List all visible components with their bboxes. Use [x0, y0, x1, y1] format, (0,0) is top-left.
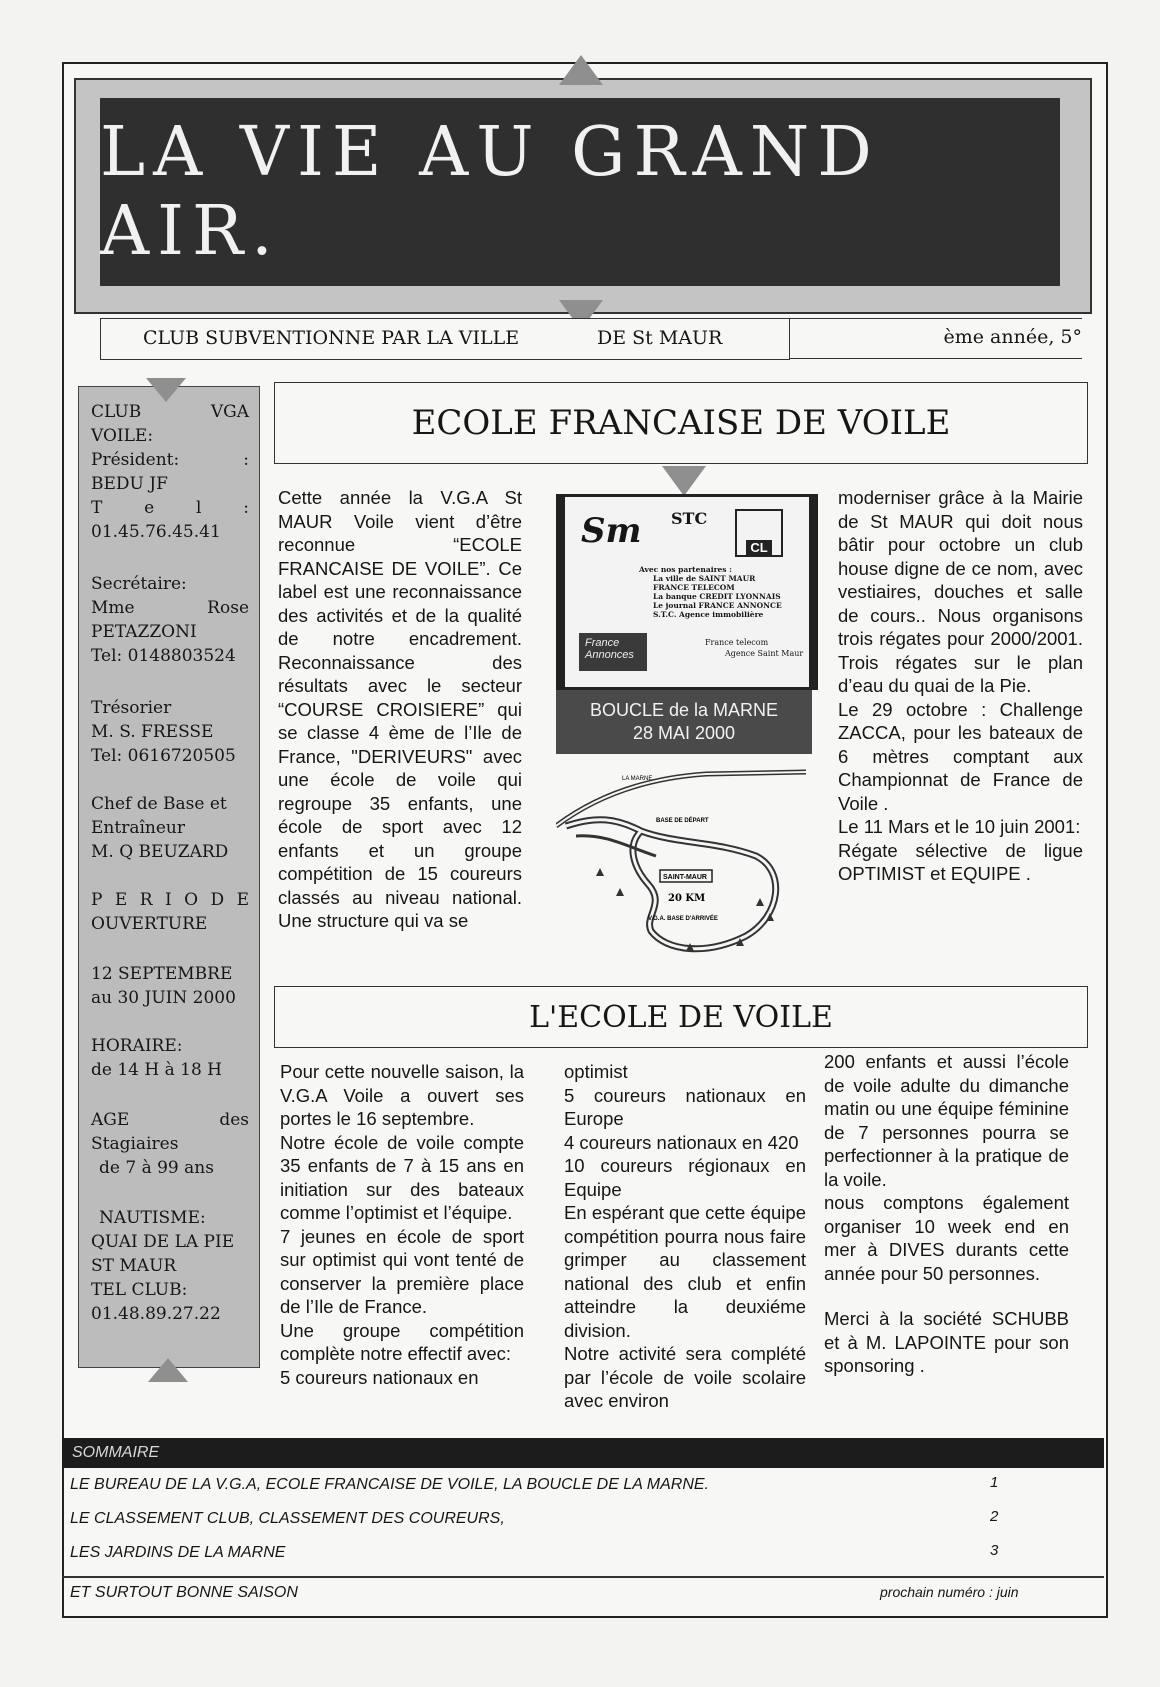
toc-page: 3 [990, 1542, 999, 1559]
article2-paragraph: 7 jeunes en école de sport sur optimist qui vont tenté de conserver la première place de l’Ile de France. [280, 1225, 524, 1317]
tresorier-label: Trésorier [91, 698, 172, 718]
article2-paragraph: nous comptons également organiser 10 week end en mer à DIVES durants cette année pour 50 personnes. [824, 1192, 1069, 1284]
article2-col1 [280, 1060, 524, 1389]
secretaire-name2: PETAZZONI [91, 622, 197, 642]
club-word: CLUB [91, 402, 142, 422]
horaire-label: HORAIRE: [91, 1036, 183, 1056]
poster-edge [559, 497, 565, 687]
article1-paragraph: Cette année la V.G.A St MAUR Voile vient d’être reconnue “ECOLE FRANCAISE DE VOILE”. Ce label est une reconnaissance des activités et de la qualité de notre encadrement. Reconnaissance des résultats avec le secteur “COURSE CROISIERE” qui se classe 4 ème de l’Ile de France, "DERIVEURS" avec une école de voile qui regroupe 35 enfants, une école de sport avec 12 enfants et un groupe compétition de 15 coureurs classés au niveau national. Une structure qui va se [278, 487, 522, 931]
subtitle-box [100, 318, 790, 360]
article1-col1 [278, 486, 522, 933]
cl-logo [735, 509, 783, 557]
stc-logo: STC [671, 509, 708, 528]
article1-title: ECOLE FRANCAISE DE VOILE [274, 382, 1088, 464]
vga-word: VGA [210, 402, 249, 422]
footer-left: ET SURTOUT BONNE SAISON [70, 1584, 298, 1601]
president-name: BEDU JF [91, 474, 168, 494]
triangle-up-icon [559, 55, 603, 85]
article1-col3 [838, 486, 1083, 886]
poster-caption [556, 690, 812, 754]
article2-paragraph: Notre école de voile compte 35 enfants de 7 à 15 ans en initiation sur des bateaux comme l’optimist et l’équipe. [280, 1131, 524, 1223]
partners-block [639, 565, 782, 619]
toc-item: LES JARDINS DE LA MARNE [70, 1544, 286, 1561]
sm-logo: Sm [581, 511, 642, 551]
map-label-marne: LA MARNE [622, 776, 653, 782]
tresorier-name: M. S. FRESSE [91, 722, 214, 742]
map-label-saint-maur: SAINT-MAUR [663, 874, 707, 881]
article2-paragraph: 4 coureurs nationaux en 420 [564, 1131, 799, 1153]
partner-item: S.T.C. Agence immobilière [653, 610, 764, 619]
map-label-arrivee: V.G.A. BASE D'ARRIVÉE [648, 916, 718, 922]
chef-line2: Entraîneur [91, 818, 185, 838]
poster-image [556, 494, 818, 690]
partners-title: Avec nos partenaires : [639, 565, 732, 574]
race-map [556, 756, 812, 962]
poster-edge [809, 497, 815, 687]
triangle-down-icon [662, 466, 706, 496]
periode-line2: OUVERTURE [91, 914, 208, 934]
president-colon: : [243, 450, 249, 470]
age-line3: de 7 à 99 ans [99, 1158, 214, 1178]
divider [790, 358, 1082, 359]
tel-label: T e l : [91, 498, 249, 518]
cl-logo-text: CL [746, 540, 771, 555]
edition-label: ème année, 5° [943, 326, 1082, 348]
nautisme-line1: QUAI DE LA PIE [91, 1232, 235, 1252]
article1-paragraph: moderniser grâce à la Mairie de St MAUR qui doit nous bâtir pour octobre un club house digne de ce nom, avec vestiaires, douches et salle de cours.. Nous organisons trois régates pour 2000/2001. Trois régates sur le plan d’eau du quai de la Pie. [838, 487, 1083, 696]
river-loop [566, 820, 776, 949]
article2-col3 [824, 1050, 1069, 1378]
divider [62, 1576, 1104, 1578]
age-line2: Stagiaires [91, 1134, 179, 1154]
river-branch [576, 836, 656, 856]
des-word: des [219, 1110, 249, 1130]
partner-item: La banque CREDIT LYONNAIS [653, 592, 781, 601]
chef-line1: Chef de Base et [91, 794, 227, 814]
partner-item: FRANCE TELECOM [653, 583, 735, 592]
nautisme-line2: ST MAUR [91, 1256, 177, 1276]
president-row [91, 449, 249, 472]
article1-paragraph: Le 11 Mars et le 10 juin 2001: [838, 816, 1081, 837]
caption-line2: 28 MAI 2000 [632, 723, 736, 743]
article2-paragraph: optimist [564, 1061, 628, 1082]
article2-paragraph: 5 coureurs nationaux en Europe [564, 1084, 806, 1129]
france-annonces-logo: France Annonces [579, 633, 647, 671]
article2-paragraph: Une groupe compétition complète notre effectif avec: [280, 1319, 524, 1364]
subtitle-left: CLUB SUBVENTIONNE PAR LA VILLE [143, 327, 520, 349]
partner-item: Le journal FRANCE ANNONCE [653, 601, 782, 610]
article2-col2 [564, 1060, 806, 1413]
article2-paragraph: En espérant que cette équipe compétition pourra nous faire grimper au classement national des club et enfin atteindre la deuxiéme division. [564, 1202, 806, 1341]
article2-paragraph: 10 coureurs régionaux en Equipe [564, 1155, 806, 1200]
map-label-depart: BASE DE DÉPART [656, 818, 709, 824]
president-tel: 01.45.76.45.41 [91, 522, 221, 542]
divider [790, 318, 1082, 319]
toc-item: LE CLASSEMENT CLUB, CLASSEMENT DES COUREURS, [70, 1510, 505, 1527]
article2-paragraph: Pour cette nouvelle saison, la V.G.A Voile a ouvert ses portes le 16 septembre. [280, 1061, 524, 1129]
article1-paragraph: Régate sélective de ligue OPTIMIST et EQUIPE . [838, 839, 1083, 884]
toc-page: 2 [990, 1508, 999, 1525]
nautisme-label: NAUTISME: [99, 1208, 206, 1228]
triangle-up-icon [148, 1358, 188, 1382]
tresorier-tel: Tel: 0616720505 [91, 746, 236, 766]
article2-paragraph: 200 enfants et aussi l’école de voile adulte du dimanche matin ou une équipe féminine de 7 personnes pourra se perfectionner à la pratique de la voile. [824, 1051, 1069, 1190]
article2-paragraph: Merci à la société SCHUBB et à M. LAPOINTE pour son sponsoring . [824, 1308, 1069, 1376]
secretaire-label: Secrétaire: [91, 574, 187, 594]
article2-title: L'ECOLE DE VOILE [274, 986, 1088, 1048]
secretaire-tel: Tel: 0148803524 [91, 646, 236, 666]
sommaire-label: SOMMAIRE [72, 1444, 160, 1461]
periode-line1: P E R I O D E [91, 890, 249, 910]
subtitle-right: DE St MAUR [597, 327, 723, 349]
article2-paragraph: 5 coureurs nationaux en [280, 1366, 479, 1388]
france-telecom-logo [705, 637, 803, 659]
horaire-value: de 14 H à 18 H [91, 1060, 223, 1080]
toc-page: 1 [990, 1474, 999, 1491]
article1-paragraph: Le 29 octobre : Challenge ZACCA, pour les bateaux de 6 mètres comptant aux Championnat de France de Voile . [838, 698, 1083, 814]
president-label: Président: [91, 450, 180, 470]
ft-line2: Agence Saint Maur [725, 649, 804, 658]
footer-right: prochain numéro : juin [880, 1584, 1019, 1600]
sidebar [78, 386, 260, 1368]
partner-item: La ville de SAINT MAUR [653, 574, 756, 583]
age-row [91, 1109, 249, 1132]
telclub-label: TEL CLUB: [91, 1280, 188, 1300]
ft-line1: France telecom [705, 638, 769, 647]
club-line [91, 401, 249, 424]
secretaire-name: Mme Rose [91, 598, 249, 618]
masthead-title: LA VIE AU GRAND AIR. [100, 98, 1060, 286]
triangle-down-icon [146, 378, 186, 402]
toc-item: LE BUREAU DE LA V.G.A, ECOLE FRANCAISE DE VOILE, LA BOUCLE DE LA MARNE. [70, 1476, 709, 1493]
sommaire-header [62, 1438, 1104, 1468]
chef-name: M. Q BEUZARD [91, 842, 229, 862]
club-voile: VOILE: [91, 426, 154, 446]
dates-line2: au 30 JUIN 2000 [91, 988, 236, 1008]
caption-line1: BOUCLE de la MARNE [589, 700, 779, 720]
map-label-distance: 20 KM [668, 893, 706, 904]
age-word: AGE [91, 1110, 130, 1130]
dates-line1: 12 SEPTEMBRE [91, 964, 233, 984]
article2-paragraph: Notre activité sera complété par l’école de voile scolaire avec environ [564, 1343, 806, 1411]
telclub-value: 01.48.89.27.22 [91, 1304, 221, 1324]
